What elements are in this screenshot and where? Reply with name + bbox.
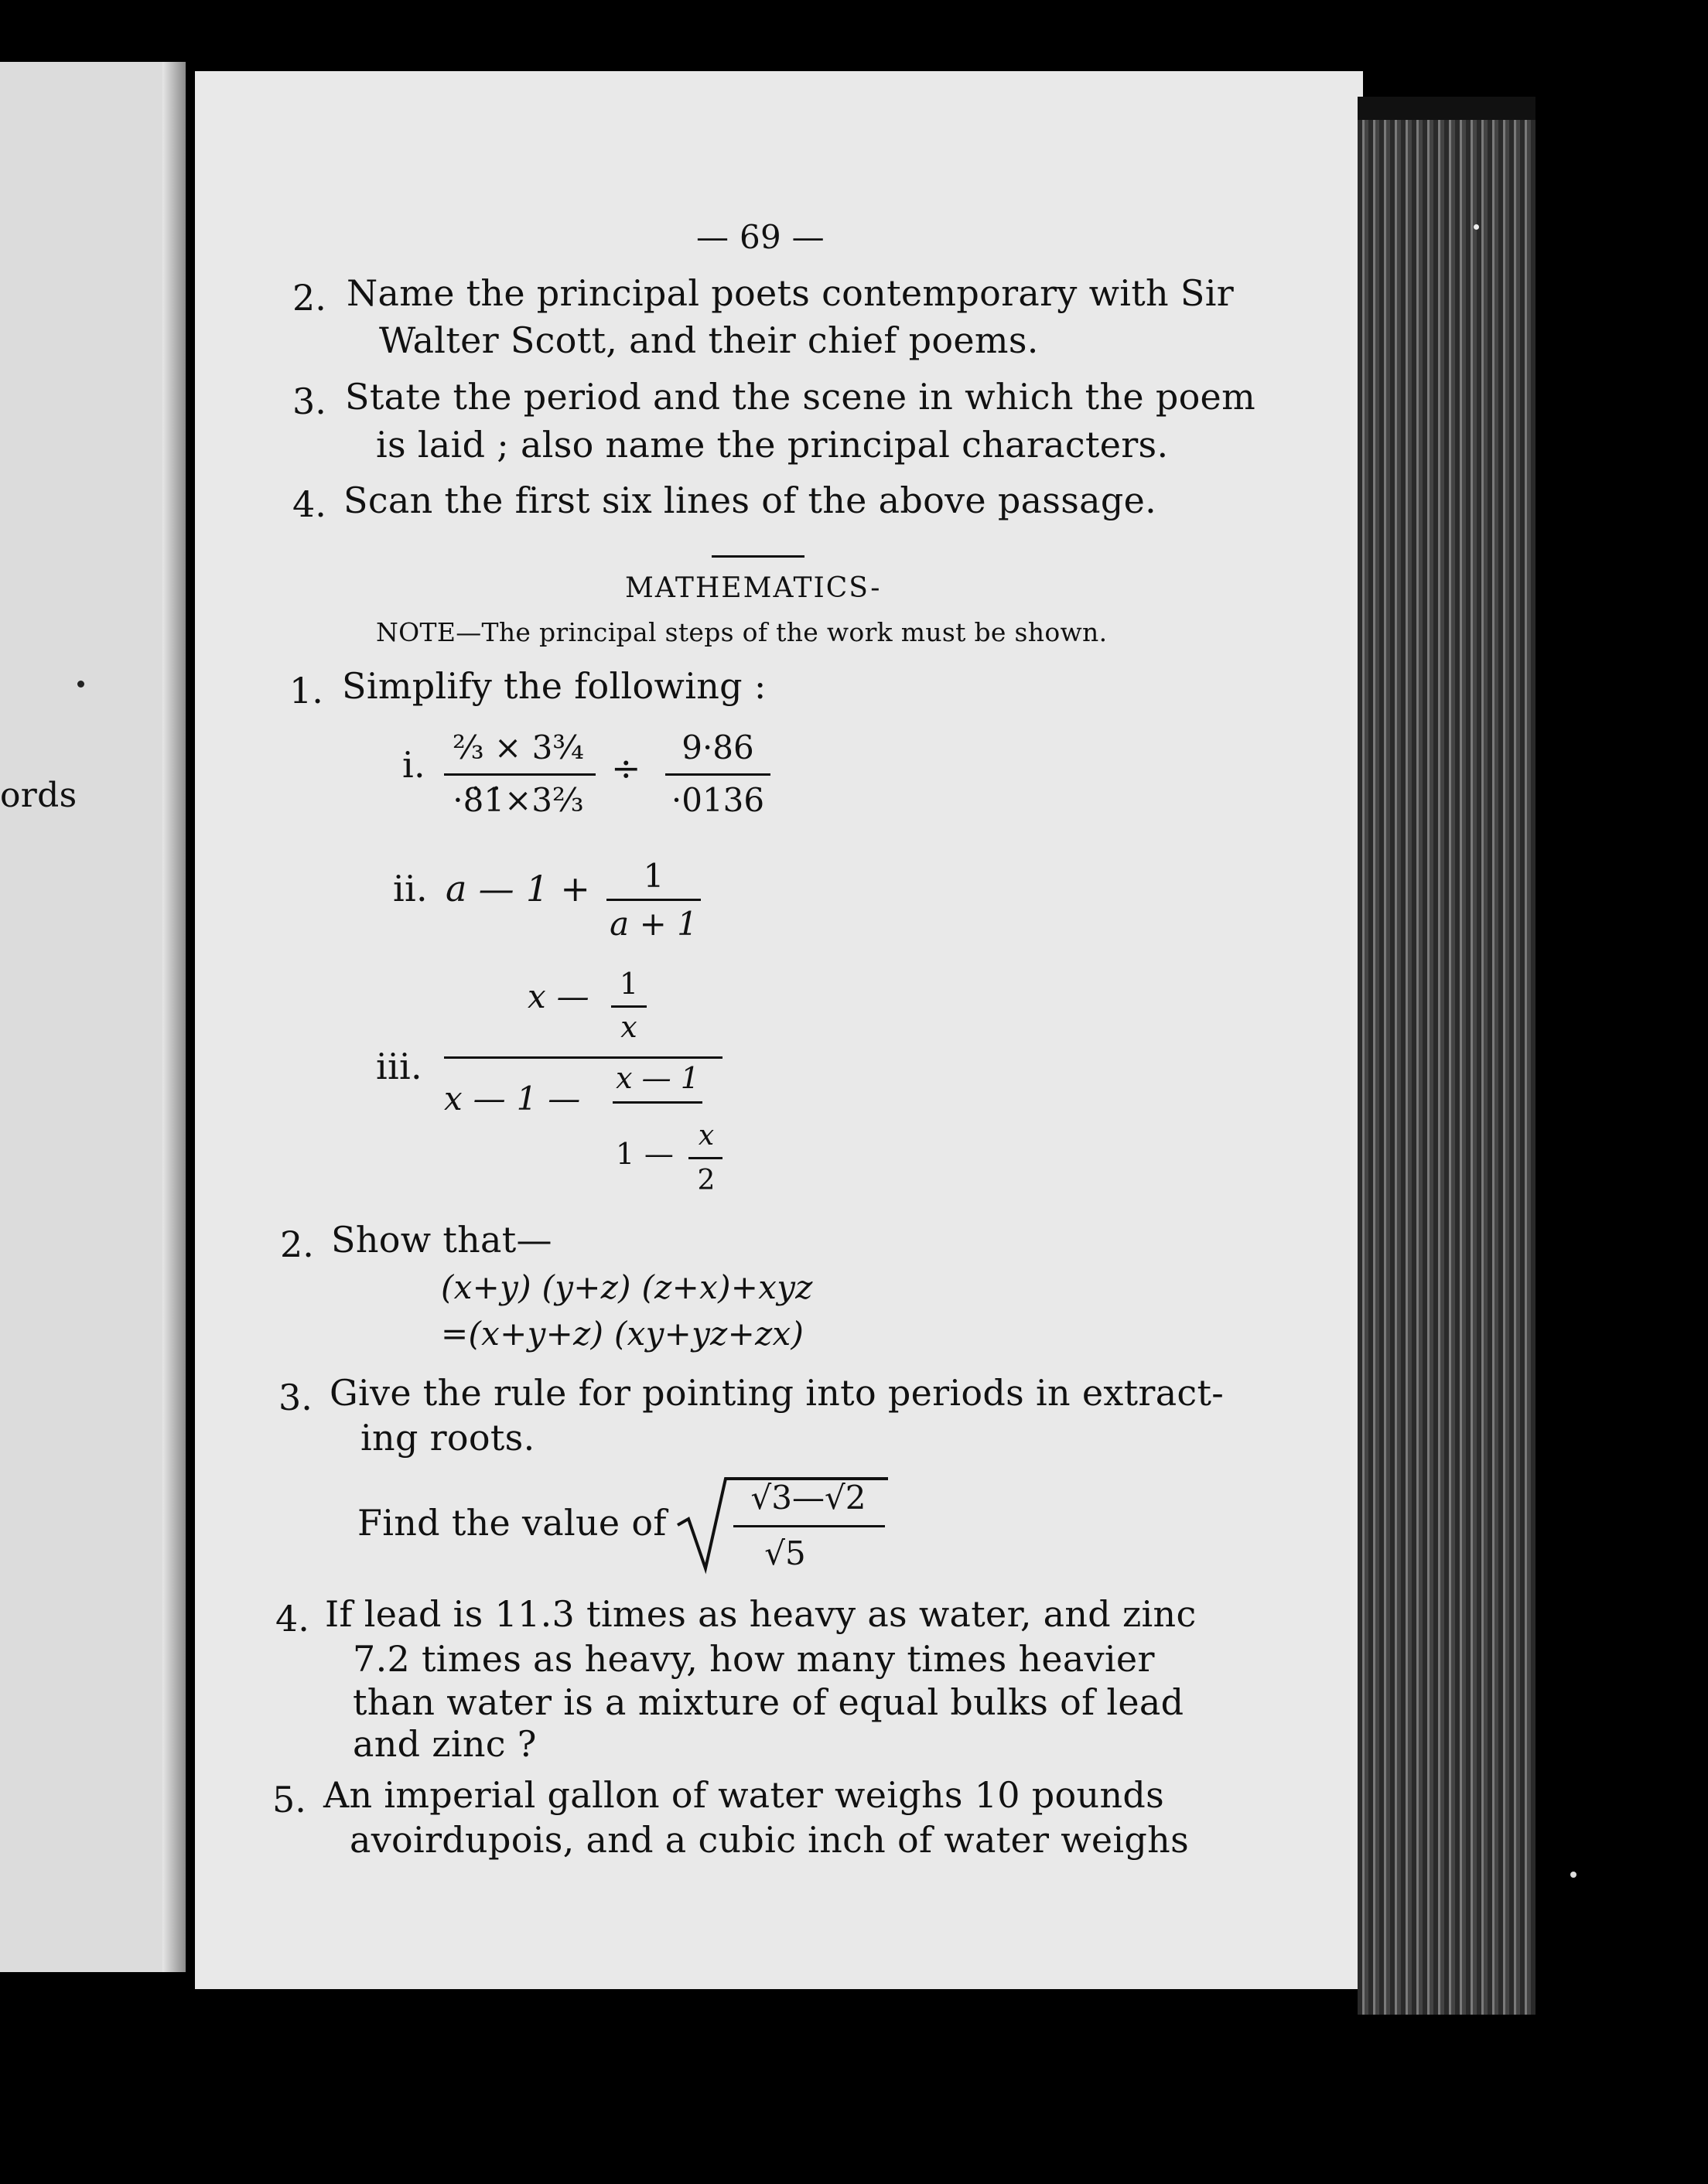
math-q2-line1: (x+y) (y+z) (z+x)+xyz (441, 1268, 813, 1306)
math-q1-ii-denominator: a + 1 (610, 905, 698, 943)
math-q1-iii-top-bar (611, 1005, 647, 1008)
math-q4-line3: than water is a mixture of equal bulks of lead (353, 1681, 1184, 1723)
math-q5-line2: avoirdupois, and a cubic inch of water weighs (350, 1819, 1189, 1861)
math-q4-line1: If lead is 11.3 times as heavy as water, and zinc (325, 1593, 1197, 1635)
math-q1-iii-inner-num: x (698, 1120, 715, 1152)
math-q1-i-bar-b (665, 773, 770, 776)
left-page-mark (77, 681, 84, 688)
math-q1-iii-bottom-bar (613, 1101, 702, 1104)
left-page-gutter (162, 62, 186, 1972)
math-q1-i-denominator-a: ·8̇1̇×3⅔ (453, 781, 584, 819)
math-q1-iii-label: iii. (376, 1046, 422, 1087)
lit-q3-line1: State the period and the scene in which the poem (345, 376, 1255, 418)
math-q4-number: 4. (275, 1598, 309, 1640)
math-q4-line2: 7.2 times as heavy, how many times heavier (353, 1638, 1155, 1680)
math-q1-i-numerator-a: ⅔ × 3¾ (452, 729, 585, 766)
math-q3-radicand-bar (733, 1525, 885, 1527)
math-q2-text: Show that— (331, 1219, 552, 1261)
speck (1570, 1872, 1576, 1878)
book-top-edge (1358, 97, 1535, 120)
math-q3-line1: Give the rule for pointing into periods in extract- (330, 1372, 1225, 1414)
left-page-fragment: ords (0, 776, 77, 815)
math-q3-find: Find the value of (357, 1502, 667, 1544)
lit-q4-line1: Scan the first six lines of the above passage. (343, 479, 1157, 521)
math-q2-line2: =(x+y+z) (xy+yz+zx) (441, 1315, 804, 1353)
section-divider (712, 555, 804, 558)
math-q3-radicand-numerator: √3—√2 (750, 1479, 866, 1517)
math-q1-iii-inner: 1 — (616, 1137, 675, 1171)
math-q4-line4: and zinc ? (353, 1723, 537, 1765)
lit-q4-number: 4. (292, 483, 326, 525)
math-q1-iii-top-den: x (620, 1010, 637, 1044)
math-q5-line1: An imperial gallon of water weighs 10 pounds (323, 1774, 1165, 1816)
math-q2-number: 2. (280, 1223, 314, 1265)
math-q1-ii-label: ii. (393, 868, 428, 909)
math-q1-i-bar-a (444, 773, 596, 776)
math-q1-i-label: i. (402, 744, 425, 786)
left-page (0, 62, 183, 1972)
math-q1-ii-bar (606, 899, 701, 901)
lit-q2-number: 2. (292, 277, 326, 319)
math-q3-radicand-denominator: √5 (764, 1534, 806, 1572)
math-q1-text: Simplify the following : (342, 665, 767, 707)
lit-q3-line2: is laid ; also name the principal characters. (376, 424, 1169, 466)
page-number: — 69 — (696, 218, 825, 256)
math-q1-i-numerator-b: 9·86 (681, 729, 754, 766)
math-heading: MATHEMATICS- (625, 572, 882, 604)
math-q1-ii-numerator: 1 (643, 857, 664, 895)
math-q1-iii-top: x — (528, 978, 589, 1015)
math-q1-iii-inner-den: 2 (697, 1165, 716, 1196)
math-q1-i-divide: ÷ (611, 747, 641, 789)
book-page-edges (1358, 97, 1535, 2015)
math-q1-iii-bottom-num: x — 1 (616, 1061, 699, 1095)
math-q1-ii-lhs: a — 1 + (446, 868, 591, 909)
math-q1-iii-top-num: 1 (619, 967, 639, 1001)
math-q1-number: 1. (289, 670, 323, 712)
math-q3-line2: ing roots. (360, 1417, 535, 1459)
math-note: NOTE—The principal steps of the work must be shown. (376, 617, 1108, 647)
math-q1-iii-inner-bar (688, 1157, 722, 1159)
lit-q3-number: 3. (292, 380, 326, 422)
lit-q2-line2: Walter Scott, and their chief poems. (379, 319, 1039, 361)
math-q1-iii-main-bar (444, 1056, 722, 1059)
math-q1-iii-bottom: x — 1 — (444, 1080, 581, 1118)
lit-q2-line1: Name the principal poets contemporary with Sir (347, 272, 1235, 314)
math-q1-i-denominator-b: ·0136 (671, 781, 765, 819)
math-q3-number: 3. (278, 1377, 313, 1418)
speck (1474, 224, 1479, 230)
math-q5-number: 5. (272, 1779, 306, 1821)
